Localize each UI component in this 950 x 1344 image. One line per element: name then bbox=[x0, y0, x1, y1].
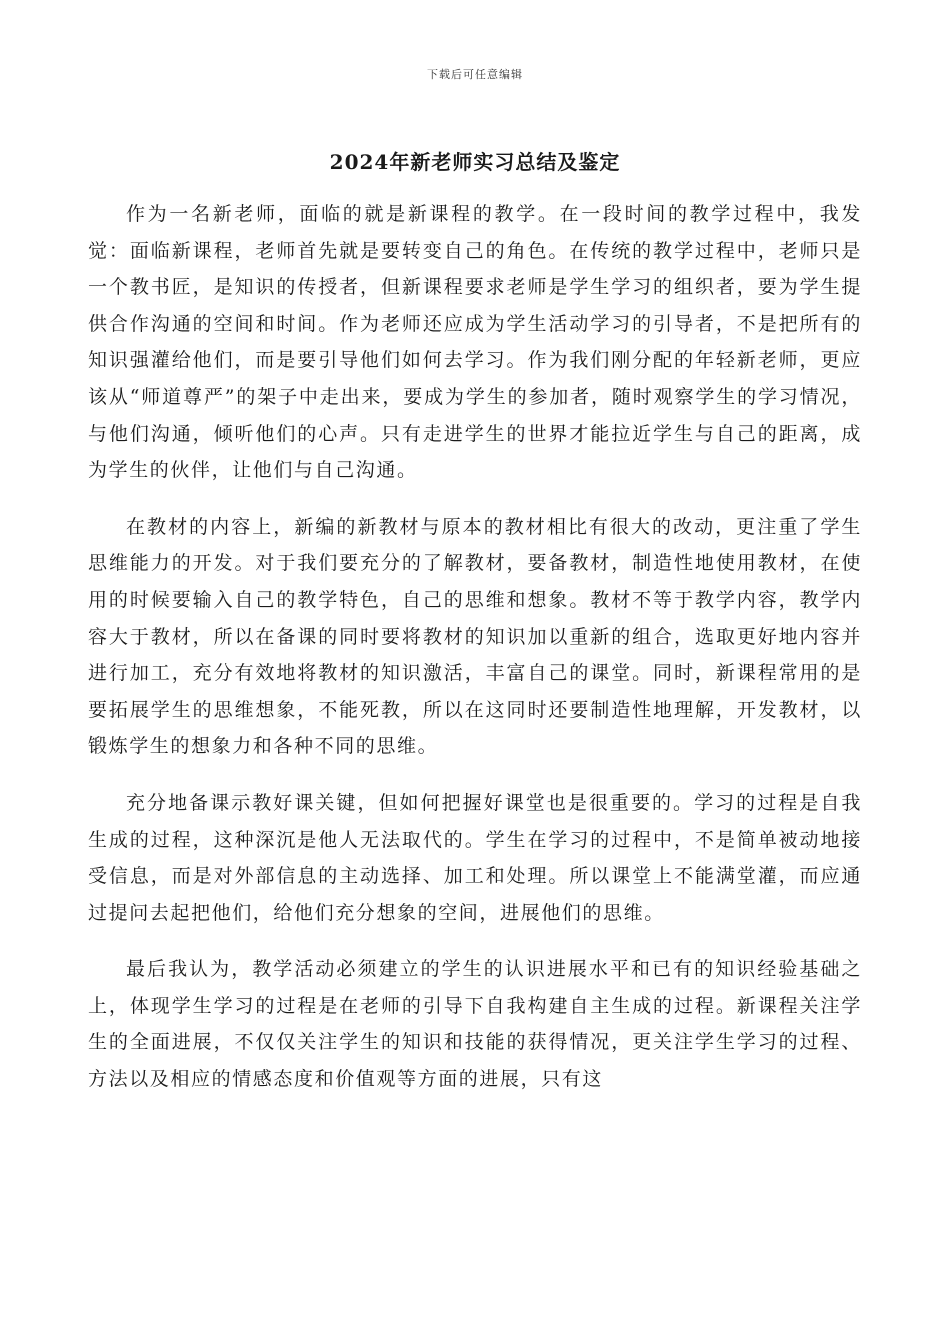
paragraph-4: 最后我认为，教学活动必须建立的学生的认识进展水平和已有的知识经验基础之上，体现学生学习的过程是在老师的引导下自我构建自主生成的过程。新课程关注学生的全面进展，不仅仅关注学生的知识和技能的获得情况，更关注学生学习的过程、方法以及相应的情感态度和价值观等方面的进展，只有这 bbox=[88, 958, 862, 1091]
document-title: 2024年新老师实习总结及鉴定 bbox=[329, 150, 621, 174]
page-header-note: 下载后可任意编辑 bbox=[427, 68, 523, 81]
paragraph-1: 作为一名新老师，面临的就是新课程的教学。在一段时间的教学过程中，我发觉：面临新课程，老师首先就是要转变自己的角色。在传统的教学过程中，老师只是一个教书匠，是知识的传授者，但新课程要求老师是学生学习的组织者，要为学生提供合作沟通的空间和时间。作为老师还应成为学生活动学习的引导者，不是把所有的知识强灌给他们，而是要引导他们如何去学习。作为我们刚分配的年轻新老师，更应该从“师道尊严”的架子中走出来，要成为学生的参加者，随时观察学生的学习情况，与他们沟通，倾听他们的心声。只有走进学生的世界才能拉近学生与自己的距离，成为学生的伙伴，让他们与自己沟通。 bbox=[88, 203, 862, 482]
paragraph-2: 在教材的内容上，新编的新教材与原本的教材相比有很大的改动，更注重了学生思维能力的开发。对于我们要充分的了解教材，要备教材，制造性地使用教材，在使用的时候要输入自己的教学特色，自己的思维和想象。教材不等于教学内容，教学内容大于教材，所以在备课的同时要将教材的知识加以重新的组合，选取更好地内容并进行加工，充分有效地将教材的知识激活，丰富自己的课堂。同时，新课程常用的是要拓展学生的思维想象，不能死教，所以在这同时还要制造性地理解，开发教材，以锻炼学生的想象力和各种不同的思维。 bbox=[88, 515, 862, 758]
document-body bbox=[88, 196, 862, 1118]
paragraph-3: 充分地备课示教好课关键，但如何把握好课堂也是很重要的。学习的过程是自我生成的过程，这种深沉是他人无法取代的。学生在学习的过程中，不是简单被动地接受信息，而是对外部信息的主动选择、加工和处理。所以课堂上不能满堂灌，而应通过提问去起把他们，给他们充分想象的空间，进展他们的思维。 bbox=[88, 791, 862, 924]
